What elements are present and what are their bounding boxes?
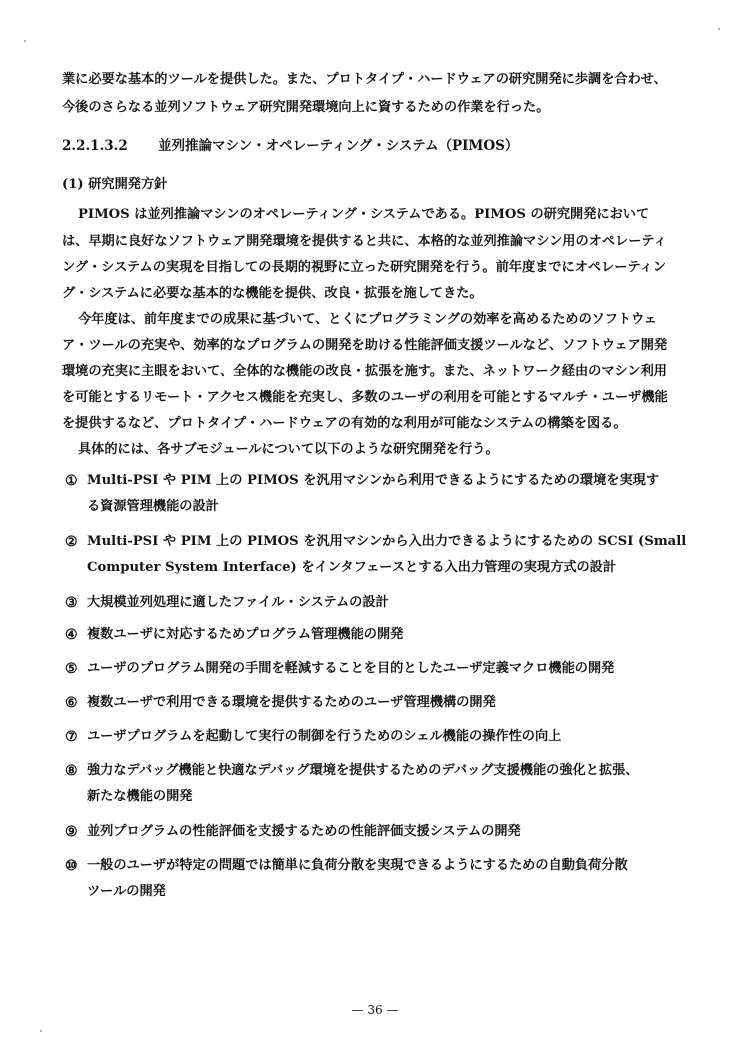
item-text-line: 一般のユーザが特定の問題では簡単に負荷分散を実現できるようにするための自動負荷分散: [87, 858, 628, 873]
item-number: ⑩: [65, 858, 78, 874]
paragraph-2-line: 環境の充実に主眼をおいて、全体的な機能の改良・拡張を施す。また、ネットワーク経由のマシン利用: [62, 364, 667, 379]
item-text-line: 複数ユーザで利用できる環境を提供するためのユーザ管理機構の開発: [87, 695, 496, 710]
scan-speck: [24, 40, 26, 42]
scan-speck: [718, 28, 720, 30]
paragraph-2-line: を提供するなど、プロトタイプ・ハードウェアの有効的な利用が可能なシステムの構築を図る。: [62, 416, 627, 431]
item-text-line: 新たな機能の開発: [87, 789, 193, 804]
paragraph-1-line: ング・システムの実現を目指しての長期的視野に立った研究開発を行う。前年度までにオペレーティン: [62, 260, 666, 275]
paragraph-3: 具体的には、各サブモジュールについて以下のような研究開発を行う。: [78, 442, 499, 457]
item-number: ④: [65, 627, 78, 643]
item-number: ①: [65, 473, 78, 489]
paragraph-2-line: 今年度は、前年度までの成果に基づいて、とくにプログラミングの効率を高めるためのソフトウェ: [78, 312, 657, 327]
item-text-line: 並列プログラムの性能評価を支援するための性能評価支援システムの開発: [87, 824, 521, 839]
section-number: 2.2.1.3.2: [62, 138, 128, 154]
paragraph-1-line: グ・システムに必要な基本的な機能を提供、改良・拡張を施してきた。: [62, 286, 483, 301]
intro-line-1: 業に必要な基本的ツールを提供した。また、プロトタイプ・ハードウェアの研究開発に歩調を合わせ、: [62, 72, 667, 87]
paragraph-2-line: を可能とするリモート・アクセス機能を充実し、多数のユーザの利用を可能とするマルチ・ユーザ機能: [62, 390, 668, 405]
item-number: ③: [65, 595, 78, 611]
item-number: ⑤: [65, 661, 78, 677]
item-text-line: ツールの開発: [87, 884, 166, 899]
section-title: 並列推論マシン・オペレーティング・システム（PIMOS）: [158, 138, 519, 154]
item-text-line: 強力なデバッグ機能と快適なデバッグ環境を提供するためのデバッグ支援機能の強化と拡張、: [87, 763, 639, 778]
item-number: ⑦: [65, 729, 78, 745]
paragraph-1-line: PIMOS は並列推論マシンのオペレーティング・システムである。PIMOS の研究開発において: [78, 207, 650, 222]
scan-speck: [40, 1030, 42, 1032]
paragraph-1-line: は、早期に良好なソフトウェア開発環境を提供すると共に、本格的な並列推論マシン用のオペレーティ: [62, 234, 667, 249]
item-text-line: Computer System Interface) をインタフェースとする入出力管理の実現方式の設計: [87, 560, 617, 575]
item-number: ⑥: [65, 695, 78, 711]
item-text-line: ユーザプログラムを起動して実行の制御を行うためのシェル機能の操作性の向上: [87, 729, 562, 744]
item-text-line: る資源管理機能の設計: [87, 499, 219, 514]
item-text-line: Multi-PSI や PIM 上の PIMOS を汎用マシンから利用できるようにするための環境を実現す: [87, 473, 660, 488]
page-number: — 36 —: [351, 1003, 399, 1017]
item-number: ⑨: [65, 824, 78, 840]
item-text-line: ユーザのプログラム開発の手間を軽減することを目的としたユーザ定義マクロ機能の開発: [87, 661, 615, 676]
intro-line-2: 今後のさらなる並列ソフトウェア研究開発環境向上に資するための作業を行った。: [62, 100, 550, 115]
item-text-line: 複数ユーザに対応するためプログラム管理機能の開発: [87, 627, 404, 642]
item-number: ⑧: [65, 763, 78, 779]
item-text-line: 大規模並列処理に適したファイル・システムの設計: [87, 595, 389, 610]
subsection-title: (1) 研究開発方針: [62, 177, 168, 192]
item-number: ②: [65, 534, 78, 550]
item-text-line: Multi-PSI や PIM 上の PIMOS を汎用マシンから入出力できるようにするための SCSI (Small: [87, 534, 687, 549]
paragraph-2-line: ア・ツールの充実や、効率的なプログラムの開発を助ける性能評価支援ツールなど、ソフトウェア開発: [62, 338, 668, 353]
